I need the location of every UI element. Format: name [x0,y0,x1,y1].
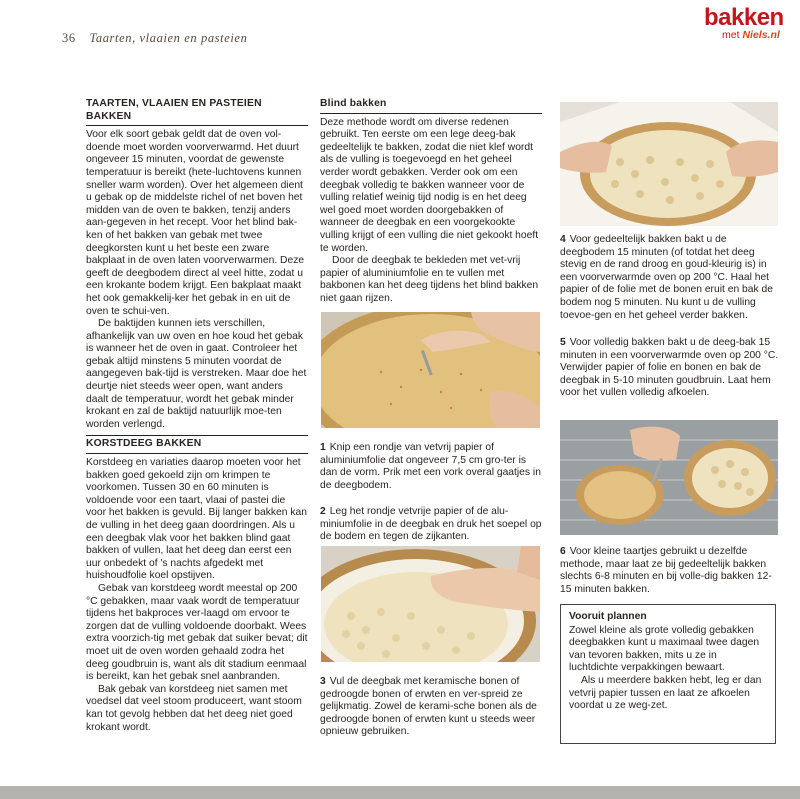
photo-beans-pressing [321,546,540,662]
paragraph: Gebak van korstdeeg wordt meestal op 200 °C gebakken, maar vaak wordt de temperatuur tijdens het bakproces ver-laagd om ervoor te zorgen dat de vulling voldoende doorbakt. Wees extra voorzich-tig met gebak dat suiker bevat; dit moet uit de oven worden gehaald zodra het deeg goudbruin is, want als dit stadium eenmaal is bereikt, kan het gebak snel aanbranden. [86,582,308,683]
tip-box-title: Vooruit plannen [569,611,647,622]
step-number: 1 [320,442,326,453]
section-title: Taarten, vlaaien en pasteien [89,31,248,45]
step-1 [320,442,542,492]
photo-small-tartlets [560,420,778,535]
step-number: 3 [320,676,326,687]
logo-main: bakken [704,4,784,31]
step-text: Knip een rondje van vetvrij papier of aluminiumfolie dat ongeveer 7,5 cm gro-ter is dan de vorm. Prik met een vork overal gaatjes in de deegbodem. [320,442,541,491]
step-number: 4 [560,234,566,245]
paragraph: De baktijden kunnen iets verschillen, afhankelijk van uw oven en hoe koud het gebak is wanneer het de oven in gaat. Controleer het gebak altijd minstens 5 minuten voordat de aangegeven bak-tijd is verstreken. Maar doe het deurtje niet steeds weer open, want anders daalt de temperatuur, wordt het gebak minder krokant en zal de baktijd natuurlijk moe-ten worden verlengd. [86,318,307,430]
tip-box-paragraph: Als u meerdere bakken hebt, leg er dan vetvrij papier tussen en laat ze afkoelen voordat u ze weg-zet. [569,674,762,712]
scan-bottom-edge [0,786,800,799]
tip-box-vooruit-plannen [560,604,776,744]
photo-beans-in-paper-art [560,102,778,226]
logo-sub [722,29,780,41]
heading-korstdeeg-bakken: KORSTDEEG BAKKEN [86,435,308,454]
step-number: 6 [560,546,566,557]
page-number: 36 [62,31,76,45]
step-text: Voor volledig bakken bakt u de deeg-bak 15 minuten in een voorverwarmde oven op 200 °C. Verwijder papier of folie en bonen en bak de deegbak in 5-10 minuten goudbruin. Laat hem voor het vullen volledig afkoelen. [560,337,779,399]
step-text: Voor kleine taartjes gebruikt u dezelfde methode, maar laat ze bij gedeeltelijk bakken slechts 6-8 minuten en bij volle-dig bakken 12-15 minuten bakken. [560,546,772,595]
paragraph: Door de deegbak te bekleden met vet-vrij papier of aluminiumfolie en te vullen met bakbonen kan het deeg tijdens het blind bakken niet gaan rijzen. [320,255,539,304]
photo-small-tartlets-art [560,420,778,535]
photo-fork-pricking [321,312,540,428]
tip-box-paragraph: Zowel kleine als grote volledig gebakken deegbakken kunt u maximaal twee dagen van tevoren bakken, mits u ze in luchtdichte verpakkingen bewaart. [569,624,760,674]
photo-beans-pressing-art [321,546,540,662]
column-1 [86,98,308,734]
photo-fork-pricking-art [321,312,540,428]
step-6 [560,546,782,596]
running-header [62,31,247,46]
step-5 [560,337,782,400]
step-text: Voor gedeeltelijk bakken bakt u de deegbodem 15 minuten (of totdat het deeg stevig en de rand droog en goud-kleurig is) in een voorverwarmde oven op 200 °C. Haal het papier of de folie met de bonen eruit en bak de bodem nog 5 minuten. Nu kunt u de vulling toevoe-gen en het geheel verder bakken. [560,234,773,321]
step-number: 5 [560,337,566,348]
step-2 [320,506,542,544]
step-4 [560,234,782,322]
step-text: Vul de deegbak met keramische bonen of gedroogde bonen of erwten en ver-spreid ze gelijkmatig. Zowel de kerami-sche bonen als de gedroogde bonen of erwten kunt u steeds weer opnieuw gebruiken. [320,676,537,738]
logo-sub-prefix: met [722,29,740,41]
step-text: Leg het rondje vetvrije papier of de alu-miniumfolie in de deegbak en druk het soepel op de bodem en tegen de zijkanten. [320,506,542,543]
paragraph: Voor elk soort gebak geldt dat de oven vol-doende moet worden voorverwarmd. Het duurt ongeveer 15 minuten, voordat de gewenste temperatuur is bereikt (hete-luchtovens kunnen sneller warm worden). Over het algemeen dient u gebak op de middelste richel of net boven het midden van de oven te bakken, tenzij anders aan-gegeven in het recept. Voor het blind bak-ken of het bakken van gebak met twee deegkorsten kunt u het beste een zware bakplaat in de oven laten voorverwarmen. Deze geeft de deegbodem direct al veel hitte, zodat u een krokante bodem krijgt. Een bakplaat maakt het ook gemakkelij-ker het gebak in en uit de oven te schui-ven. [86,129,305,317]
paragraph: Bak gebak van korstdeeg niet samen met voedsel dat veel stoom produceert, want stoom kan tot gevolg hebben dat het deeg niet goed krokant wordt. [86,683,302,733]
step-3 [320,676,542,739]
logo-sub-tld: .nl [767,29,780,41]
heading-blind-bakken: Blind bakken [320,98,542,114]
heading-taarten-bakken: TAARTEN, VLAAIEN EN PASTEIEN BAKKEN [86,98,308,126]
site-logo [700,4,794,46]
step-number: 2 [320,506,326,517]
column-2 [320,98,542,306]
photo-beans-in-paper [560,102,778,226]
paragraph: Deze methode wordt om diverse redenen gebruikt. Ten eerste om een lege deeg-bak gedeeltelijk te bakken, zodat die niet klef wordt als de vulling is toegevoegd en het geheel verder wordt gebakken. Verder ook om een deegbak volledig te bakken wanneer voor de vulling relatief weinig tijd nodig is en het deeg wel goed moet worden doorgebakken of wanneer de deegbak en een voorgekookte vulling krijgt of een vulling die niet gekookt hoeft te worden. [320,116,539,254]
paragraph: Korstdeeg en variaties daarop moeten voor het bakken goed gekoeld zijn om krimpen te voorkomen. Tussen 30 en 60 minuten is voldoende voor een taart, vlaai of pastei die voor het bakken is gevuld. Bij langer bakken kan de vulling in het deeg gaan doordringen. Als u een deegbak vlak voor het bakken blind gaat bakken of vullen, laat het deeg dan eerst een uur onbedekt of 's nachts afgedekt met huishoudfolie koel opstijven. [86,457,307,582]
logo-sub-name: Niels [742,29,768,41]
